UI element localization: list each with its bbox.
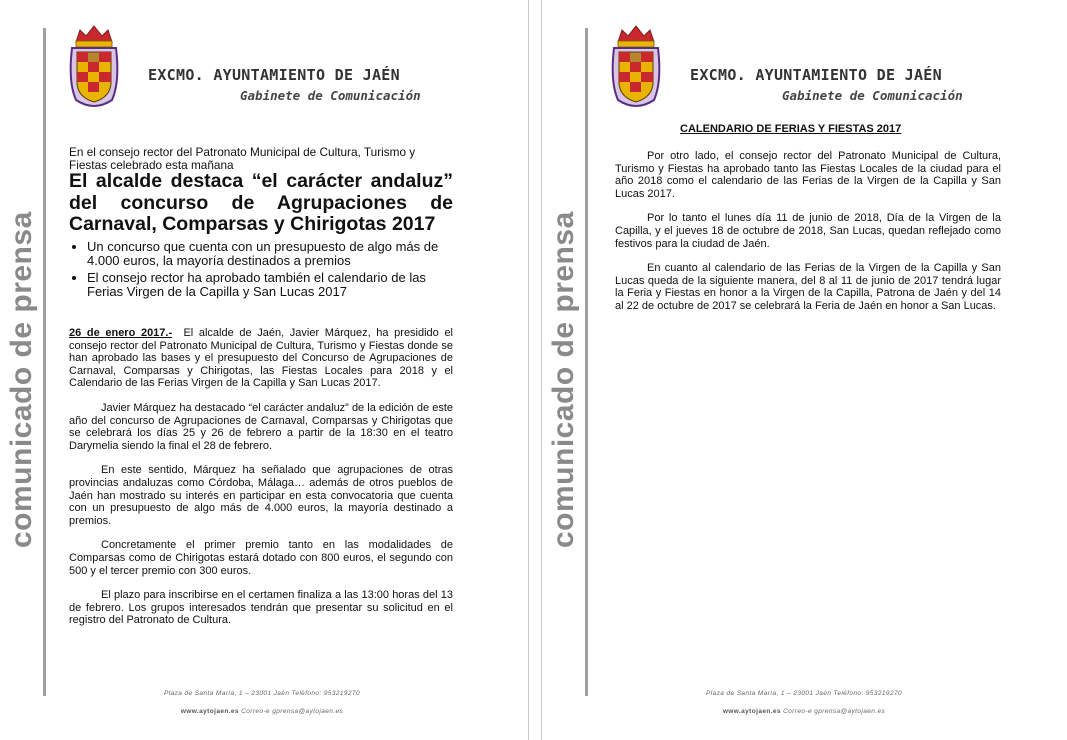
coat-of-arms-logo <box>66 22 122 112</box>
org-title: EXCMO. AYUNTAMIENTO DE JAÉN <box>148 66 400 84</box>
body-paragraph: Javier Márquez ha destacado “el carácter andaluz” de la edición de este año del concurso de Agrupaciones de Carnaval, Comparsas y Chirigotas que se celebrará los días 25 y 26 de febrero a partir de la 18:30 en el teatro Darymelia siendo la final el 28 de febrero. <box>69 401 453 452</box>
footer-address: Plaza de Santa María, 1 – 23001 Jaén Teléfono: 953219270 <box>706 690 902 697</box>
footer-website: www.aytojaen.es <box>180 708 239 715</box>
body-paragraph <box>69 327 453 390</box>
body-paragraph: Concretamente el primer premio tanto en las modalidades de Comparsas como de Chirigotas estará dotado con 800 euros, el segundo con 500 y el tercer premio con 300 euros. <box>69 539 453 577</box>
body-paragraph: En este sentido, Márquez ha señalado que agrupaciones de otras provincias andaluzas como Córdoba, Málaga… además de otros pueblos de Jaén han mostrado su interés en participar en esta convocatoria que cuenta con un presupuesto de algo más de 4.000 euros, la mayoría destinado a premios. <box>69 464 453 527</box>
page-gutter <box>528 0 542 740</box>
side-label: comunicado de prensa <box>547 211 580 548</box>
body-paragraph: Por lo tanto el lunes día 11 de junio de 2018, Día de la Virgen de la Capilla, y el jueves 18 de octubre de 2018, San Lucas, quedan reflejado como festivos para la ciudad de Jaén. <box>615 212 1001 250</box>
bullet-item: • El consejo rector ha aprobado también el calendario de las Ferias Virgen de la Capilla y San Lucas 2017 <box>87 271 453 299</box>
footer-contact <box>654 708 954 715</box>
body-paragraph: En cuanto al calendario de las Ferias de la Virgen de la Capilla y San Lucas queda de la siguiente manera, del 8 al 11 de junio de 2017 tendrá lugar la Feria y Fiestas en honor a la Virgen de la Capilla, Patrona de Jaén y del 14 al 22 de octubre de 2017 se celebrará la Feria de Jaén en honor a San Lucas. <box>615 262 1001 312</box>
bullet-item: • Un concurso que cuenta con un presupuesto de algo más de 4.000 euros, la mayoría destinados a premios <box>87 240 453 268</box>
headline: El alcalde destaca “el carácter andaluz” del concurso de Agrupaciones de Carnaval, Comparsas y Chirigotas 2017 <box>69 170 453 236</box>
body-paragraph: El plazo para inscribirse en el certamen finaliza a las 13:00 horas del 13 de febrero. Los grupos interesados tendrán que presentar su solicitud en el registro del Patronato de Cultura. <box>69 589 453 627</box>
section-title: CALENDARIO DE FERIAS Y FIESTAS 2017 <box>680 123 902 135</box>
article-body <box>69 327 453 627</box>
side-rule <box>585 28 588 696</box>
footer-contact <box>112 708 412 715</box>
date-label: 26 de enero 2017.- <box>69 327 173 339</box>
org-subtitle: Gabinete de Comunicación <box>782 88 963 103</box>
body-paragraph: Por otro lado, el consejo rector del Patronato Municipal de Cultura, Turismo y Fiestas ha aprobado tanto las Fiestas Locales de la ciudad para el año 2018 como el calendario de las Ferias de la Virgen de la Capilla y San Lucas 2017. <box>615 150 1001 200</box>
footer-website: www.aytojaen.es <box>722 708 781 715</box>
document-page-2 <box>542 0 1067 740</box>
document-page-1 <box>0 0 525 740</box>
footer-email: Correo-e gprensa@aytojaen.es <box>783 708 886 715</box>
article-body <box>615 150 1001 313</box>
side-rule <box>43 28 46 696</box>
side-label: comunicado de prensa <box>5 211 38 548</box>
footer-email: Correo-e gprensa@aytojaen.es <box>241 708 344 715</box>
summary-bullets <box>69 240 453 300</box>
article-block <box>69 146 453 303</box>
org-subtitle: Gabinete de Comunicación <box>240 88 421 103</box>
pre-headline: En el consejo rector del Patronato Municipal de Cultura, Turismo y Fiestas celebrado esta mañana <box>69 145 416 172</box>
coat-of-arms-logo <box>608 22 664 112</box>
footer-address: Plaza de Santa María, 1 – 23001 Jaén Teléfono: 953219270 <box>164 690 360 697</box>
org-title: EXCMO. AYUNTAMIENTO DE JAÉN <box>690 66 942 84</box>
paragraph-text: El alcalde de Jaén, Javier Márquez, ha presidido el consejo rector del Patronato Municipal de Cultura, Turismo y Fiestas donde se han aprobado las bases y el presupuesto del Concurso de Agrupaciones de Carnaval, Comparsas y Chirigotas, las Fiestas Locales para 2018 y el Calendario de las Ferias Virgen de la Capilla y San Lucas 2017. <box>69 327 454 390</box>
